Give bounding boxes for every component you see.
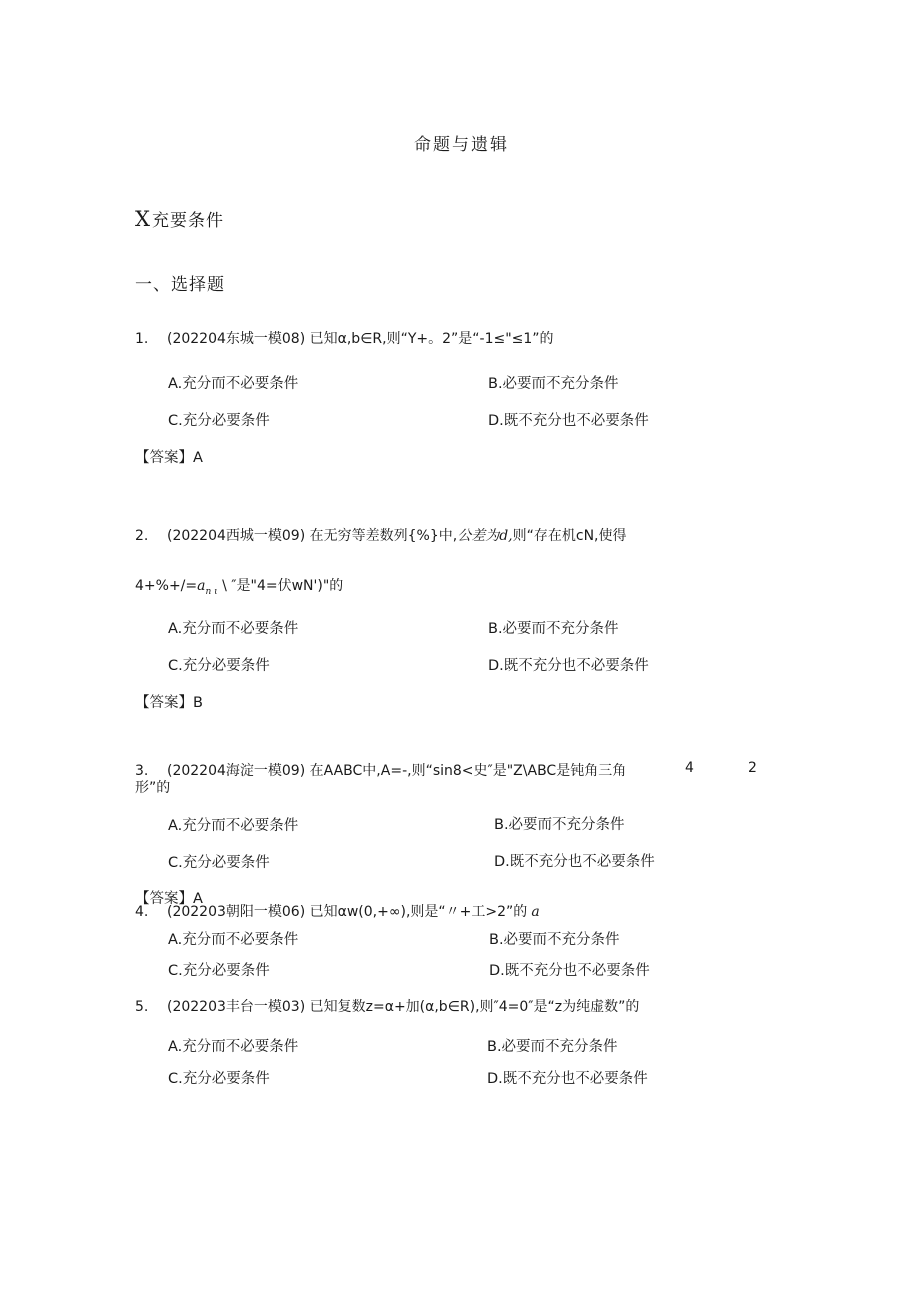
option-d: D.既不充分也不必要条件 (488, 658, 649, 674)
formula-subscript: n ι (205, 586, 218, 597)
question-number: 4. (135, 904, 149, 920)
question-number: 1. (135, 331, 149, 347)
question-4 (135, 901, 540, 921)
page-title: 命题与遗辑 (414, 135, 509, 155)
option-a: A.充分而不必要条件 (168, 621, 299, 637)
option-c: C.充分必要条件 (168, 658, 270, 674)
option-b: B.必要而不充分条件 (494, 817, 625, 833)
option-c: C.充分必要条件 (168, 413, 270, 429)
answer: 【答案】A (135, 450, 203, 466)
section-marker: X (135, 207, 150, 231)
option-d: D.既不充分也不必要条件 (494, 854, 655, 870)
formula-symbol: a (197, 578, 206, 594)
question-text: (202203朝阳一模06) 已知αw(0,+∞),则是“〃+工>2”的 (167, 904, 528, 920)
option-c: C.充分必要条件 (168, 1071, 270, 1087)
question-3-line-2: 形”的 (135, 780, 171, 796)
option-a: A.充分而不必要条件 (168, 818, 299, 834)
question-text-part: (202204西城一模09) 在无穷等差数列{%}中, (167, 528, 458, 544)
question-text: (202204东城一模08) 已知α,b∈R,则“Y+。2”是“-1≤"≤1”的 (167, 331, 554, 347)
option-b: B.必要而不充分条件 (488, 621, 619, 637)
option-c: C.充分必要条件 (168, 963, 270, 979)
question-3-fraction-denominator: 2 (748, 760, 757, 776)
formula-symbol: a (531, 904, 540, 920)
question-5 (135, 996, 639, 1016)
option-c: C.充分必要条件 (168, 855, 270, 871)
question-number: 3. (135, 763, 149, 779)
answer: 【答案】B (135, 695, 203, 711)
question-3-fraction-numerator: 4 (685, 760, 694, 776)
option-b: B.必要而不充分条件 (488, 376, 619, 392)
question-text-part: 则“存在机cN,使得 (512, 528, 627, 544)
option-d: D.既不充分也不必要条件 (489, 963, 650, 979)
question-text-italic: 公差为d, (457, 528, 513, 544)
section-label: 充要条件 (151, 211, 224, 231)
option-b: B.必要而不充分条件 (489, 932, 620, 948)
option-d: D.既不充分也不必要条件 (488, 413, 649, 429)
question-text: (202203丰台一模03) 已知复数z=α+加(α,b∈R),则″4=0″是“z为纯虚数”的 (167, 999, 640, 1015)
question-1 (135, 328, 554, 348)
answer: 【答案】A (135, 891, 203, 907)
option-b: B.必要而不充分条件 (487, 1039, 618, 1055)
question-number: 2. (135, 528, 149, 544)
option-a: A.充分而不必要条件 (168, 932, 299, 948)
question-2-line-2 (135, 575, 343, 597)
question-number: 5. (135, 999, 149, 1015)
question-2 (135, 525, 627, 545)
option-a: A.充分而不必要条件 (168, 376, 299, 392)
question-3 (135, 760, 626, 780)
question-text-part: 4+%+/= (135, 578, 198, 594)
subsection-heading: 一、选择题 (135, 275, 225, 295)
option-a: A.充分而不必要条件 (168, 1039, 299, 1055)
option-d: D.既不充分也不必要条件 (487, 1071, 648, 1087)
question-text: (202204海淀一模09) 在AABC中,A=-,则“sin8<史″是"Z\ABC是钝角三角 (167, 763, 627, 779)
question-text-part: \ ″是"4=伏wN')"的 (217, 578, 344, 594)
section-heading (135, 206, 224, 231)
